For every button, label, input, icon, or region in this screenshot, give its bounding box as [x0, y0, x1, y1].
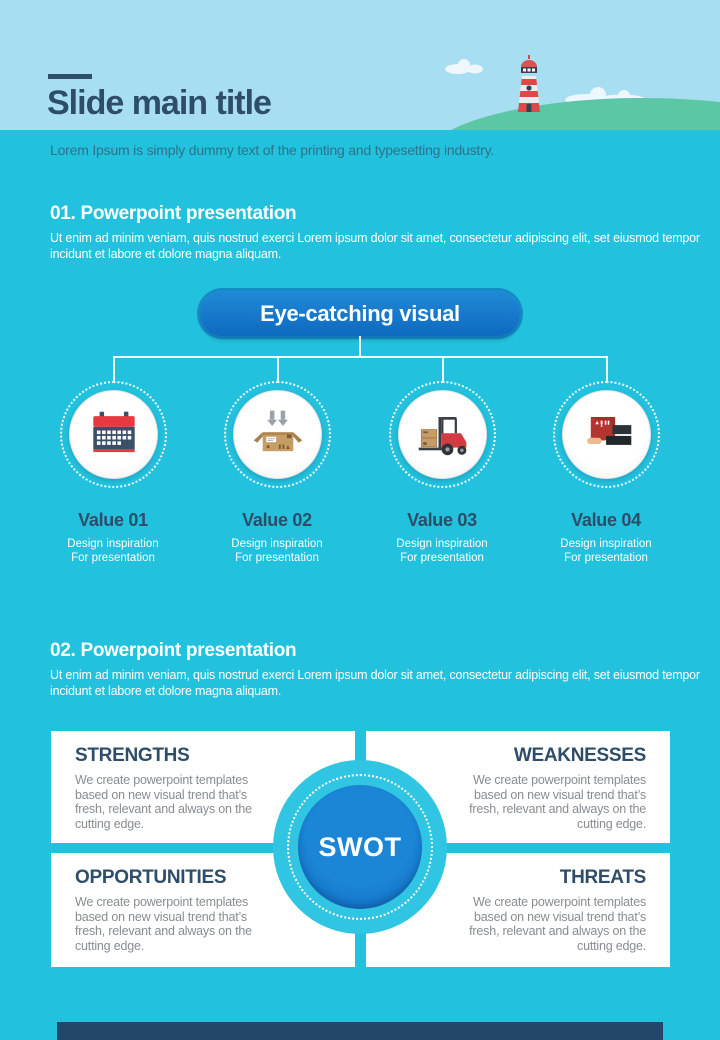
opportunities-body: We create powerpoint templates based on new visual trend that’s fresh, relevant and always on the cutting edge. — [75, 895, 252, 953]
connector-line — [442, 356, 444, 382]
cloud-icon — [444, 58, 484, 74]
value-subtitle — [531, 537, 681, 565]
threats-body: We create powerpoint templates based on new visual trend that’s fresh, relevant and always on the cutting edge. — [469, 895, 646, 953]
hill-illustration — [424, 98, 720, 130]
value1-circle — [69, 390, 158, 479]
value2-label — [202, 510, 352, 565]
value-sub-line1: Design inspiration — [560, 538, 652, 550]
value-sub-line1: Design inspiration — [231, 538, 323, 550]
connector-line — [359, 336, 361, 357]
value-sub-line2: For presentation — [235, 552, 319, 564]
weaknesses-body: We create powerpoint templates based on new visual trend that’s fresh, relevant and always on the cutting edge. — [469, 773, 646, 831]
value-sub-line2: For presentation — [564, 552, 648, 564]
threats-title: THREATS — [559, 867, 646, 888]
value-subtitle — [202, 537, 352, 565]
eye-catching-visual-pill: Eye-catching visual — [200, 291, 520, 336]
value-title: Value 03 — [407, 510, 477, 530]
opportunities-title: OPPORTUNITIES — [75, 867, 227, 888]
footer-bar — [57, 1022, 663, 1040]
swot-center-badge: SWOT — [298, 785, 422, 909]
forklift-icon — [416, 408, 470, 462]
value-sub-line2: For presentation — [71, 552, 155, 564]
delivery-box-icon — [251, 408, 305, 462]
strengths-body: We create powerpoint templates based on new visual trend that’s fresh, relevant and always on the cutting edge. — [75, 773, 252, 831]
section2-body: Ut enim ad minim veniam, quis nostrud exerci Lorem ipsum dolor sit amet, consectetur adipiscing elit, set eiusmod tempor incidunt et labore et dolore magna aliquam. — [50, 668, 700, 698]
calendar-icon — [87, 408, 141, 462]
title-accent-dash — [48, 74, 92, 79]
connector-line — [606, 356, 608, 382]
value-subtitle — [38, 537, 188, 565]
value-subtitle — [367, 537, 517, 565]
value-title: Value 01 — [78, 510, 148, 530]
header-banner — [0, 0, 720, 130]
page-subtitle: Lorem Ipsum is simply dummy text of the printing and typesetting industry. — [50, 142, 495, 158]
value-sub-line2: For presentation — [400, 552, 484, 564]
value-sub-line1: Design inspiration — [396, 538, 488, 550]
connector-line — [113, 356, 608, 358]
lighthouse-icon — [511, 54, 547, 114]
value-title: Value 02 — [242, 510, 312, 530]
section1-body: Ut enim ad minim veniam, quis nostrud exerci Lorem ipsum dolor sit amet, consectetur adipiscing elit, set eiusmod tempor incidunt et labore et dolore magna aliquam. — [50, 231, 700, 261]
value1-label — [38, 510, 188, 565]
value4-circle — [562, 390, 651, 479]
value2-circle — [233, 390, 322, 479]
value-title: Value 04 — [571, 510, 641, 530]
weaknesses-title: WEAKNESSES — [513, 745, 646, 766]
connector-line — [277, 356, 279, 382]
value4-label — [531, 510, 681, 565]
value-sub-line1: Design inspiration — [67, 538, 159, 550]
page-title: Slide main title — [47, 84, 271, 122]
section2-heading: 02. Powerpoint presentation — [50, 640, 297, 661]
strengths-title: STRENGTHS — [75, 745, 190, 766]
connector-line — [113, 356, 115, 382]
value3-circle — [398, 390, 487, 479]
hand-box-icon — [580, 408, 634, 462]
value3-label — [367, 510, 517, 565]
section1-heading: 01. Powerpoint presentation — [50, 203, 297, 224]
